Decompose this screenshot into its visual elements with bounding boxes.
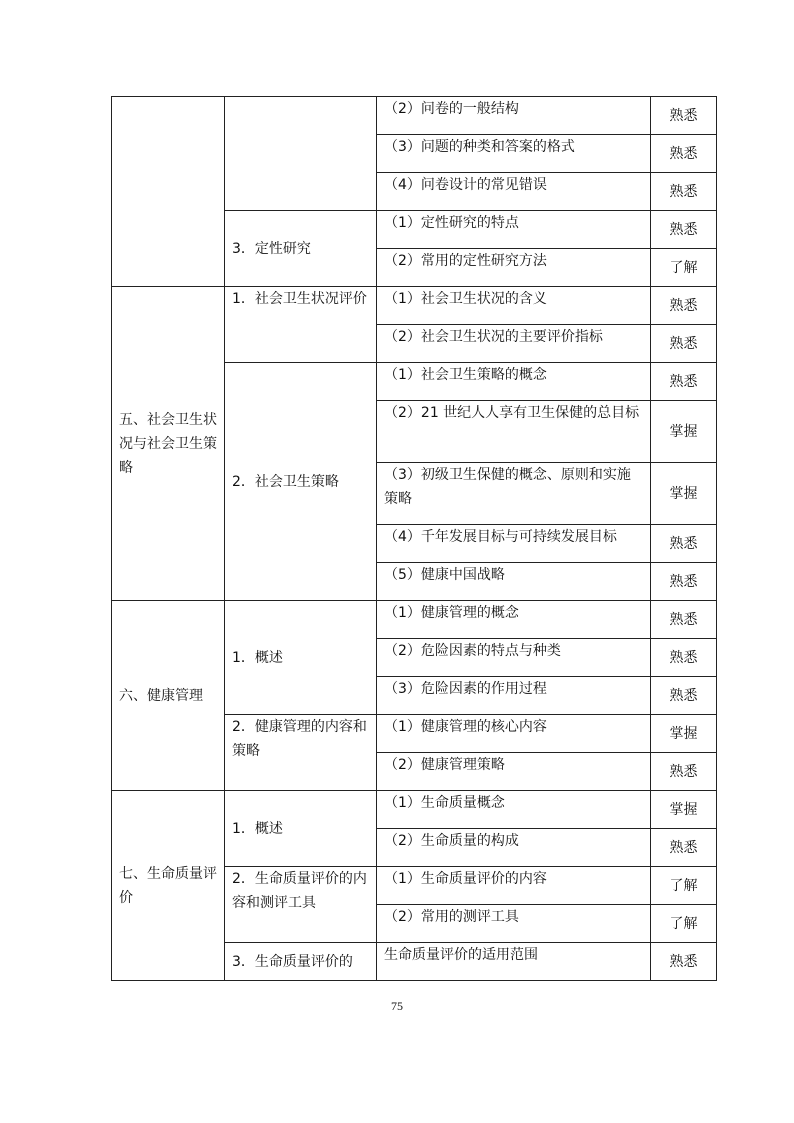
level-cell: 熟悉 [651,525,717,563]
level-cell: 了解 [651,867,717,905]
table-row [112,97,717,135]
subsection-cell: 2．社会卫生策略 [225,363,377,601]
point-cell: 生命质量评价的适用范围 [377,943,651,981]
level-cell: 熟悉 [651,639,717,677]
level-cell: 熟悉 [651,753,717,791]
subsection-cell: 2．生命质量评价的内容和测评工具 [225,867,377,943]
point-cell: （1）生命质量概念 [377,791,651,829]
level-cell: 熟悉 [651,601,717,639]
level-cell: 掌握 [651,401,717,463]
point-cell: （2）常用的定性研究方法 [377,249,651,287]
point-cell: （2）21 世纪人人享有卫生保健的总目标 [377,401,651,463]
level-cell: 熟悉 [651,287,717,325]
level-cell: 熟悉 [651,211,717,249]
subsection-cell: 2．健康管理的内容和策略 [225,715,377,791]
point-cell: （1）生命质量评价的内容 [377,867,651,905]
level-cell: 掌握 [651,463,717,525]
level-cell: 了解 [651,905,717,943]
point-cell: （1）社会卫生状况的含义 [377,287,651,325]
point-cell: （2）社会卫生状况的主要评价指标 [377,325,651,363]
point-cell: （4）问卷设计的常见错误 [377,173,651,211]
section-cell: 七、生命质量评价 [112,791,225,981]
section-cell: 五、社会卫生状况与社会卫生策略 [112,287,225,601]
level-cell: 熟悉 [651,173,717,211]
point-cell: （1）社会卫生策略的概念 [377,363,651,401]
point-cell: （4）千年发展目标与可持续发展目标 [377,525,651,563]
subsection-cell: 1．概述 [225,601,377,715]
subsection-cell-continued [225,97,377,211]
point-cell: （2）健康管理策略 [377,753,651,791]
subsection-cell: 1．社会卫生状况评价 [225,287,377,363]
section-cell: 六、健康管理 [112,601,225,791]
level-cell: 熟悉 [651,943,717,981]
level-cell: 熟悉 [651,97,717,135]
point-cell: （2）常用的测评工具 [377,905,651,943]
table-row [112,601,717,639]
subsection-cell: 3．生命质量评价的 [225,943,377,981]
point-cell: （2）危险因素的特点与种类 [377,639,651,677]
point-cell: （2）生命质量的构成 [377,829,651,867]
level-cell: 掌握 [651,791,717,829]
table-row [112,287,717,325]
point-cell: （1）健康管理的核心内容 [377,715,651,753]
level-cell: 熟悉 [651,325,717,363]
level-cell: 了解 [651,249,717,287]
point-cell: （1）健康管理的概念 [377,601,651,639]
page-number: 75 [391,999,403,1013]
table-row [112,791,717,829]
level-cell: 熟悉 [651,829,717,867]
point-cell: （2）问卷的一般结构 [377,97,651,135]
level-cell: 掌握 [651,715,717,753]
level-cell: 熟悉 [651,677,717,715]
syllabus-table [111,96,717,981]
level-cell: 熟悉 [651,563,717,601]
point-cell: （3）初级卫生保健的概念、原则和实施策略 [377,463,651,525]
level-cell: 熟悉 [651,135,717,173]
level-cell: 熟悉 [651,363,717,401]
subsection-cell: 3．定性研究 [225,211,377,287]
point-cell: （3）危险因素的作用过程 [377,677,651,715]
section-cell-continued [112,97,225,287]
subsection-cell: 1．概述 [225,791,377,867]
point-cell: （3）问题的种类和答案的格式 [377,135,651,173]
point-cell: （1）定性研究的特点 [377,211,651,249]
point-cell: （5）健康中国战略 [377,563,651,601]
